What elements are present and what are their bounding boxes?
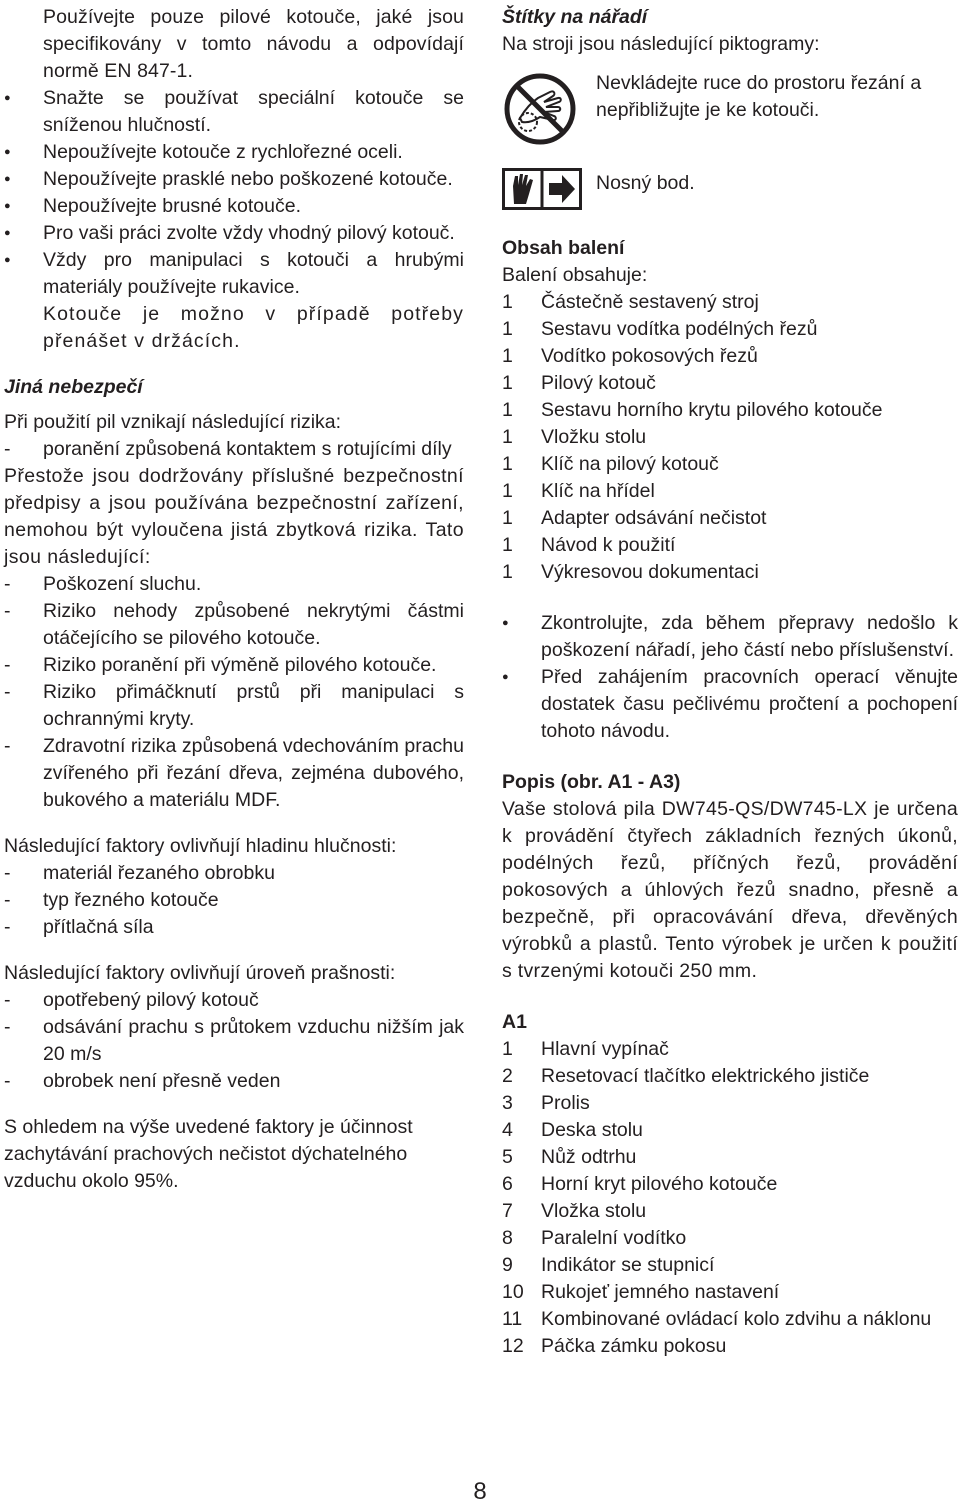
- no-hands-icon: [502, 72, 582, 154]
- left-column: [4, 4, 464, 1195]
- right-column: [502, 4, 958, 1360]
- pictogram-row: [502, 168, 958, 218]
- dust-efficiency-note: S ohledem na výše uvedené faktory je účinnost zachytávání prachových nečistot dýchatelného vzduchu okolo 95%.: [4, 1116, 413, 1192]
- figure-label: A1: [502, 1011, 527, 1033]
- list-item: 1 Částečně sestavený stroj: [502, 291, 759, 313]
- labels-intro: Na stroji jsou následující piktogramy:: [502, 33, 820, 55]
- list-item: 1 Adapter odsávání nečistot: [502, 507, 767, 529]
- list-item: ● Pro vaši práci zvolte vždy vhodný pilový kotouč.: [4, 220, 464, 247]
- parts-list: [502, 1036, 958, 1360]
- pictogram-row: [502, 72, 958, 154]
- noise-list: [4, 860, 464, 941]
- list-item: 2 Resetovací tlačítko elektrického jističe: [502, 1065, 870, 1087]
- package-intro: Balení obsahuje:: [502, 264, 648, 286]
- list-item: - přítlačná síla: [4, 914, 464, 941]
- list-item: ● Zkontrolujte, zda během přepravy nedošlo k poškození nářadí, jeho částí nebo příslušenství.: [502, 610, 958, 664]
- list-item: 1 Sestavu vodítka podélných řezů: [502, 318, 818, 340]
- list-item: - Zdravotní rizika způsobená vdechováním prachu zvířeného při řezání dřeva, zejména dubového, bukového a materiálu MDF.: [4, 733, 464, 814]
- list-item: - typ řezného kotouče: [4, 887, 464, 914]
- page-number: 8: [473, 1478, 487, 1505]
- list-item: 4 Deska stolu: [502, 1119, 643, 1141]
- hazard-item: - poranění způsobená kontaktem s rotujícími díly: [4, 436, 464, 463]
- list-item: 1 Klíč na hřídel: [502, 480, 655, 502]
- check-bullets: [502, 610, 958, 745]
- residual-list: [4, 571, 464, 814]
- list-item: - Riziko nehody způsobené nekrytými částmi otáčejícího se pilového kotouče.: [4, 598, 464, 652]
- dust-list: [4, 987, 464, 1095]
- list-item: - Riziko poranění při výměně pilového kotouče.: [4, 652, 464, 679]
- blade-bullets: [4, 85, 464, 355]
- list-item: 5 Nůž odtrhu: [502, 1146, 637, 1168]
- blade-spec-note: Používejte pouze pilové kotouče, jaké jsou specifikovány v tomto návodu a odpovídají normě EN 847-1.: [43, 6, 464, 82]
- dust-intro: Následující faktory ovlivňují úroveň prašnosti:: [4, 962, 396, 984]
- package-list: [502, 289, 958, 586]
- list-item: 8 Paralelní vodítko: [502, 1227, 687, 1249]
- list-item: 1 Sestavu horního krytu pilového kotouče: [502, 399, 883, 421]
- list-item: 1 Výkresovou dokumentaci: [502, 561, 759, 583]
- list-item: 1 Pilový kotouč: [502, 372, 656, 394]
- pictogram-text: Nosný bod.: [596, 172, 695, 194]
- list-item: - Poškození sluchu.: [4, 571, 464, 598]
- list-item: ● Snažte se používat speciální kotouče se sníženou hlučností.: [4, 85, 464, 139]
- list-item: 1 Vodítko pokosových řezů: [502, 345, 758, 367]
- list-item: - obrobek není přesně veden: [4, 1068, 464, 1095]
- list-item: ● Nepoužívejte prasklé nebo poškozené kotouče.: [4, 166, 464, 193]
- list-item: - odsávání prachu s průtokem vzduchu nižším jak 20 m/s: [4, 1014, 464, 1068]
- labels-heading: Štítky na nářadí: [502, 6, 648, 28]
- list-item: 1 Hlavní vypínač: [502, 1038, 669, 1060]
- list-item: 9 Indikátor se stupnicí: [502, 1254, 715, 1276]
- list-item: ● Před zahájením pracovních operací věnujte dostatek času pečlivému pročtení a pochopení tohoto návodu.: [502, 664, 958, 745]
- list-item: 3 Prolis: [502, 1092, 590, 1114]
- list-item: 1 Vložku stolu: [502, 426, 647, 448]
- hazards-intro: Při použití pil vznikají následující rizika:: [4, 411, 342, 433]
- bullet-note: Kotouče je možno v případě potřeby přenášet v držácích.: [43, 303, 464, 352]
- pictogram-text: Nevkládejte ruce do prostoru řezání a nepřibližujte je ke kotouči.: [596, 72, 922, 121]
- list-item: 6 Horní kryt pilového kotouče: [502, 1173, 778, 1195]
- list-item: 1 Klíč na pilový kotouč: [502, 453, 719, 475]
- list-item: 1 Návod k použití: [502, 534, 676, 556]
- noise-intro: Následující faktory ovlivňují hladinu hlučnosti:: [4, 835, 397, 857]
- list-item: - materiál řezaného obrobku: [4, 860, 464, 887]
- residual-intro: Přestože jsou dodržovány příslušné bezpečnostní předpisy a jsou používána bezpečnostní zařízení, nemohou být vyloučena jistá zbytková rizika. Tato jsou následující:: [4, 465, 464, 568]
- list-item: 10 Rukojeť jemného nastavení: [502, 1281, 780, 1303]
- list-item: 11 Kombinované ovládací kolo zdvihu a náklonu: [502, 1308, 932, 1330]
- list-item: 7 Vložka stolu: [502, 1200, 647, 1222]
- other-hazards-heading: Jiná nebezpečí: [4, 376, 143, 398]
- list-item: ● Vždy pro manipulaci s kotouči a hrubými materiály používejte rukavice.: [4, 247, 464, 301]
- list-item: 12 Páčka zámku pokosu: [502, 1335, 727, 1357]
- carry-point-icon: [502, 168, 582, 218]
- description-heading: Popis (obr. A1 - A3): [502, 771, 681, 793]
- description-text: Vaše stolová pila DW745-QS/DW745-LX je určena k provádění čtyřech základních řezných úkonů, podélných řezů, příčných řezů, provádění pokosových a úhlových řezů snadno, přesně a bezpečně, při opracovávání dřeva, dřevěných výrobků a plastů. Tento výrobek je určen k použití s tvrzenými kotouči 250 mm.: [502, 798, 958, 982]
- list-item: - Riziko přimáčknutí prstů při manipulaci s ochrannými kryty.: [4, 679, 464, 733]
- package-heading: Obsah balení: [502, 237, 625, 259]
- list-item: ● Nepoužívejte kotouče z rychlořezné oceli.: [4, 139, 464, 166]
- list-item: - opotřebený pilový kotouč: [4, 987, 464, 1014]
- list-item: ● Nepoužívejte brusné kotouče.: [4, 193, 464, 220]
